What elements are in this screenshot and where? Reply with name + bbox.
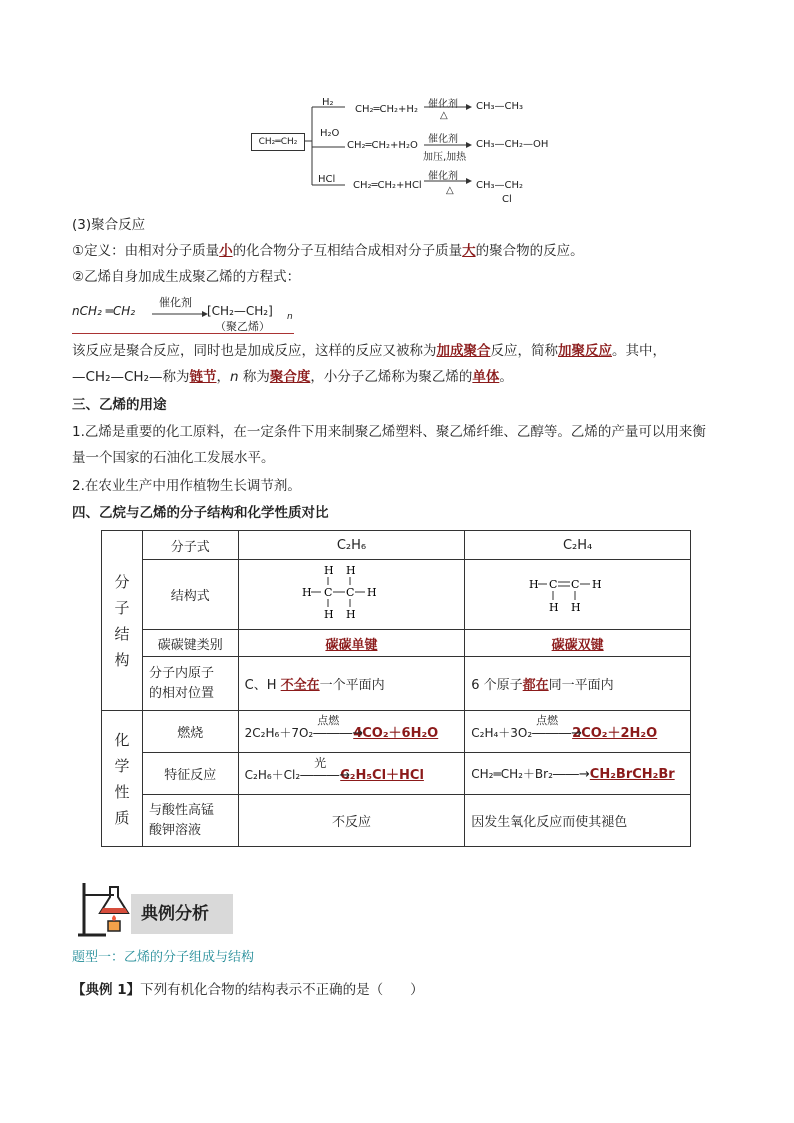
table-row [102, 795, 691, 847]
example-label: 【典例 1】 [72, 982, 141, 998]
branch-cond-bottom: △ [440, 110, 448, 121]
table-row [102, 560, 691, 630]
example-analysis-header: 典例分析 [131, 894, 233, 934]
definition-line: ①定义：由相对分子质量小的化合物分子互相结合成相对分子质量大的聚合物的反应。 [72, 243, 584, 259]
ethene-bond-answer: 碳碳双键 [551, 637, 604, 653]
ethane-cell: 2C₂H₆＋7O₂ 点燃 ―――→4CO₂＋6H₂O [238, 711, 465, 753]
group-label-structure: 分 子 结 构 [102, 531, 143, 711]
comparison-table [101, 530, 691, 847]
paragraph-line: —CH₂—CH₂—称为链节，n 称为聚合度，小分子乙烯称为聚乙烯的单体。 [72, 369, 513, 385]
paragraph-line: 该反应是聚合反应，同时也是加成反应，这样的反应又被称为加成聚合反应，简称加聚反应。其中， [72, 343, 666, 359]
lab-flask-icon [76, 877, 134, 939]
row-label: 分子式 [142, 531, 238, 560]
row-label: 特征反应 [142, 753, 238, 795]
branch-reagent: HCl [318, 174, 336, 185]
svg-text:H: H [302, 585, 313, 599]
ethane-cell: C、H 不全在一个平面内 [238, 657, 465, 711]
svg-text:H: H [570, 600, 581, 614]
uses-line: 量一个国家的石油化工发展水平。 [72, 450, 275, 466]
eq-n: n [287, 312, 293, 322]
answer-blank: 加聚反应 [558, 343, 612, 359]
section-uses-heading: 三、乙烯的用途 [72, 397, 167, 413]
svg-text:C: C [324, 585, 333, 599]
section-polymerization-heading: (3)聚合反应 [72, 217, 146, 233]
eq-underline [72, 333, 294, 334]
question-type-line: 题型一：乙烯的分子组成与结构 [72, 950, 255, 965]
answer-blank: 加成聚合 [436, 343, 491, 359]
ethene-cell: 6 个原子都在同一平面内 [465, 657, 691, 711]
row-label: 分子内原子 的相对位置 [142, 657, 238, 711]
svg-text:H: H [528, 577, 539, 591]
branch-cond-bottom: △ [446, 185, 454, 196]
svg-text:H: H [324, 563, 335, 577]
ethene-structure [465, 560, 691, 630]
branch-product: CH₃—CH₂ [476, 180, 524, 191]
answer-blank: 单体 [472, 369, 500, 385]
row-label: 与酸性高锰 酸钾溶液 [142, 795, 238, 847]
eq-product-name: （聚乙烯） [215, 320, 270, 333]
answer-blank: 聚合度 [269, 369, 311, 385]
ethene-cell: C₂H₄ [465, 531, 691, 560]
group-label-properties: 化 学 性 质 [102, 711, 143, 847]
svg-text:H: H [548, 600, 559, 614]
branch-reactants: CH₂═CH₂+H₂ [355, 104, 418, 115]
start-box: CH₂═CH₂ [251, 133, 305, 151]
eq-arrow [150, 310, 210, 318]
answer-blank: 都在 [522, 678, 549, 693]
svg-text:H: H [346, 607, 357, 621]
ethene-cell: C₂H₄＋3O₂ 点燃 ―――→2CO₂＋2H₂O [465, 711, 691, 753]
ethene-cell: 因发生氧化反应而使其褪色 [465, 795, 691, 847]
branch-product: CH₃—CH₂—OH [476, 139, 549, 150]
ethane-structure-drawing [296, 562, 406, 624]
branch-reactants: CH₂═CH₂+H₂O [347, 140, 418, 151]
answer-blank: 大 [462, 243, 476, 259]
svg-text:H: H [346, 563, 357, 577]
section-compare-heading: 四、乙烷与乙烯的分子结构和化学性质对比 [72, 505, 329, 521]
table-row [102, 753, 691, 795]
answer-blank: 不全在 [280, 678, 320, 693]
branch-cond-bottom: 加压,加热 [423, 152, 467, 163]
svg-text:H: H [324, 607, 335, 621]
ethene-structure-drawing [523, 562, 633, 624]
branch-product: CH₃—CH₃ [476, 101, 524, 112]
table-row [102, 531, 691, 560]
svg-text:C: C [548, 577, 558, 591]
answer-blank: 小 [219, 243, 233, 259]
table-row [102, 630, 691, 657]
example-question [72, 980, 424, 1000]
ethane-structure [238, 560, 465, 630]
svg-text:H: H [367, 585, 378, 599]
table-row [102, 711, 691, 753]
branch-reagent: H₂O [320, 128, 340, 139]
example-text: 下列有机化合物的结构表示不正确的是（ ） [140, 982, 424, 998]
ethane-cell: C₂H₆＋Cl₂ 光 ―――→C₂H₅Cl＋HCl [238, 753, 465, 795]
svg-text:H: H [591, 577, 602, 591]
equation-title: ②乙烯自身加成生成聚乙烯的方程式： [72, 269, 301, 285]
branch-cond-top: 催化剂 [428, 99, 458, 110]
answer-blank: 链节 [189, 369, 217, 385]
table-row [102, 657, 691, 711]
branch-product-sub: Cl [502, 194, 512, 205]
branch-reactants: CH₂═CH₂+HCl [353, 180, 422, 191]
svg-text:C: C [570, 577, 580, 591]
eq-left: nCH₂ ═CH₂ [72, 304, 136, 318]
uses-line: 2.在农业生产中用作植物生长调节剂。 [72, 478, 301, 494]
row-label: 碳碳键类别 [142, 630, 238, 657]
row-label: 燃烧 [142, 711, 238, 753]
ethene-cell: CH₂═CH₂＋Br₂――→CH₂BrCH₂Br [465, 753, 691, 795]
ethane-bond-answer: 碳碳单键 [325, 637, 378, 653]
eq-condition: 催化剂 [159, 296, 192, 309]
uses-line: 1.乙烯是重要的化工原料，在一定条件下用来制聚乙烯塑料、聚乙烯纤维、乙醇等。乙烯的产量可以用来衡 [72, 424, 706, 440]
svg-text:C: C [346, 585, 355, 599]
branch-cond-top: 催化剂 [428, 134, 458, 145]
ethane-cell: C₂H₆ [238, 531, 465, 560]
ethane-cell: 不反应 [238, 795, 465, 847]
eq-product: [CH₂—CH₂] [207, 304, 273, 318]
branch-reagent: H₂ [322, 97, 334, 108]
branch-cond-top: 催化剂 [428, 171, 458, 182]
row-label: 结构式 [142, 560, 238, 630]
